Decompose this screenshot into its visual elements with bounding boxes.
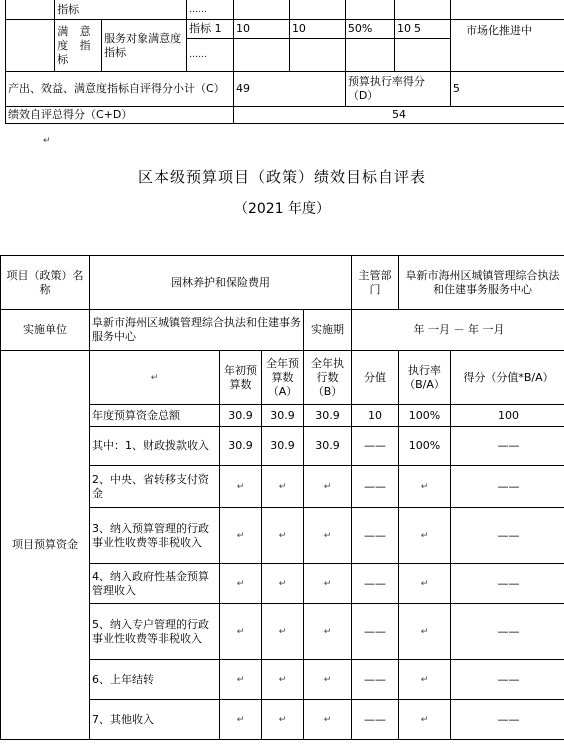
row-label: 7、其他收入: [90, 700, 220, 740]
project-name: 园林养护和保险费用: [90, 256, 352, 310]
row-score: ——: [451, 700, 564, 740]
row-label: 6、上年结转: [90, 660, 220, 700]
row-full: 30.9: [262, 405, 304, 427]
total-value: 54: [234, 107, 564, 124]
row-value: ——: [352, 427, 399, 466]
row-rate: ↵: [399, 508, 451, 564]
row-initial: ↵: [220, 508, 262, 564]
row-full: ↵: [262, 508, 304, 564]
project-name-label: 项目（政策）名称: [1, 256, 90, 310]
row-score: ——: [451, 564, 564, 604]
row-exec: ↵: [304, 508, 352, 564]
row-rate: ↵: [399, 700, 451, 740]
row-full: 30.9: [262, 427, 304, 466]
total-label: 绩效自评总得分（C+D）: [6, 107, 234, 124]
header-initial: 年初预算数: [220, 351, 262, 405]
row-label: 3、纳入预算管理的行政事业性收费等非税收入: [90, 508, 220, 564]
subtotal-value: 49: [234, 72, 346, 107]
budget-rate-label: 预算执行率得分（D）: [345, 72, 450, 107]
row-label: 2、中央、省转移支付资金: [90, 466, 220, 508]
row-initial: ↵: [220, 604, 262, 660]
budget-rate-value: 5: [450, 72, 564, 107]
impl-unit: 阜新市海州区城镇管理综合执法和住建事务服务中心: [90, 310, 304, 351]
row-score: 100: [451, 405, 564, 427]
funds-label: 项目预算资金: [1, 351, 90, 740]
row-rate: 100%: [399, 427, 451, 466]
row-rate: 100%: [399, 405, 451, 427]
dept-name: 阜新市海州区城镇管理综合执法和住建事务服务中心: [399, 256, 564, 310]
dept-label: 主管部门: [352, 256, 399, 310]
header-blank: ↵: [90, 351, 220, 405]
row-rate: ↵: [399, 466, 451, 508]
metric-name: 指标 1: [187, 20, 234, 39]
page-year: （2021 年度）: [233, 201, 331, 217]
row-label: 年度预算资金总额: [90, 405, 220, 427]
row-initial: ↵: [220, 660, 262, 700]
row-full: ↵: [262, 660, 304, 700]
performance-indicator-table: [5, 0, 564, 124]
header-executed: 全年执行数（B）: [304, 351, 352, 405]
dots-cell: ……: [187, 0, 234, 20]
metric-value-2: 10: [289, 20, 345, 39]
row-initial: ↵: [220, 564, 262, 604]
budget-evaluation-table: [0, 255, 564, 740]
market-note: 市场化推进中: [466, 24, 532, 37]
row-rate: ↵: [399, 564, 451, 604]
impl-period: 年 一月 － 年 一月: [352, 310, 564, 351]
row-score: ——: [451, 660, 564, 700]
row-initial: ↵: [220, 466, 262, 508]
row-exec: ↵: [304, 604, 352, 660]
row-rate: ↵: [399, 604, 451, 660]
row-exec: ↵: [304, 660, 352, 700]
row-initial: 30.9: [220, 427, 262, 466]
row-full: ↵: [262, 466, 304, 508]
header-score: 得分（分值*B/A）: [451, 351, 564, 405]
metric-value-3: 50%: [345, 20, 394, 39]
row-full: ↵: [262, 604, 304, 660]
row-exec: ↵: [304, 564, 352, 604]
row-value: ——: [352, 604, 399, 660]
blank-cell: [6, 0, 55, 20]
paragraph-mark: ↵: [43, 136, 51, 146]
row-value: 10: [352, 405, 399, 427]
metric-value-4: 10: [395, 20, 451, 39]
row-full: ↵: [262, 564, 304, 604]
row-exec: ↵: [304, 700, 352, 740]
row-initial: ↵: [220, 700, 262, 740]
header-score-value: 分值: [352, 351, 399, 405]
row-value: ——: [352, 564, 399, 604]
page-title: 区本级预算项目（政策）绩效目标自评表: [137, 168, 426, 186]
row-score: ——: [451, 466, 564, 508]
row-full: ↵: [262, 700, 304, 740]
row-value: ——: [352, 508, 399, 564]
impl-unit-label: 实施单位: [1, 310, 90, 351]
row-exec: 30.9: [304, 405, 352, 427]
dots-cell: ……: [187, 39, 234, 72]
metric-value-5-overlay: 5: [414, 22, 421, 35]
row-rate: ↵: [399, 660, 451, 700]
blank-cell: [6, 20, 55, 72]
row-value: ——: [352, 700, 399, 740]
satisfaction-group-label: 满 意 度 指 标: [55, 20, 102, 72]
row-label: 4、纳入政府性基金预算管理收入: [90, 564, 220, 604]
satisfaction-sub-label: 服务对象满意度指标: [102, 20, 187, 72]
row-score: ——: [451, 427, 564, 466]
row-label: 5、纳入专户管理的行政事业性收费等非税收入: [90, 604, 220, 660]
metric-value-1: 10: [234, 20, 290, 39]
header-full-year: 全年预算数（A）: [262, 351, 304, 405]
header-exec-rate: 执行率（B/A）: [399, 351, 451, 405]
row-initial: 30.9: [220, 405, 262, 427]
impl-period-label: 实施期: [304, 310, 352, 351]
indicator-label: 指标: [55, 0, 187, 20]
row-value: ——: [352, 660, 399, 700]
row-value: ——: [352, 466, 399, 508]
row-label: 其中：1、财政拨款收入: [90, 427, 220, 466]
row-score: ——: [451, 604, 564, 660]
row-exec: ↵: [304, 466, 352, 508]
subtotal-label: 产出、效益、满意度指标自评得分小计（C）: [6, 72, 234, 107]
row-score: ——: [451, 508, 564, 564]
row-exec: 30.9: [304, 427, 352, 466]
